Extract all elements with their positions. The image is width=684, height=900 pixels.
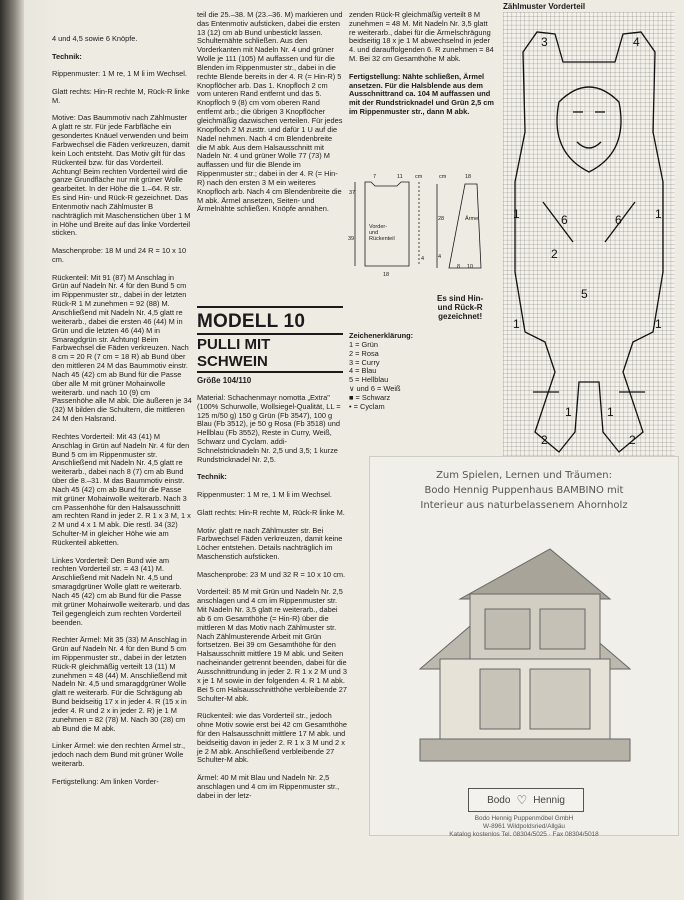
col2b-t9: Ärmel: 40 M mit Blau und Nadeln Nr. 2,5 anschlagen und 4 cm im Rippenmuster str., dabei in der letz- — [197, 773, 340, 800]
chart-num: 1 — [565, 405, 572, 419]
heading-rule-top — [197, 306, 343, 308]
legend-item: • = Cyclam — [349, 401, 385, 411]
col2-t1: teil die 25.–38. M (23.–36. M) markieren und das Entenmotiv aufsticken, dabei die ersten 13 (12) cm ab Bund unbestickt lassen. Schulternähte schließen. Aus den Vorderkanten mit Nadeln Nr. 4 und grüner Wolle je 111 (105) M auffassen und für die Blenden im Rippenmuster str., dabei in die rechte Blende bereits in der 4. R (= Hin-R) 5 Knopflöcher arb. Das 1. Knopfloch 2 cm vom unteren Rand entfernt und das 5. Knopfloch 9 (8) cm vom oberen Rand entfernt arb.; die übrigen 3 Knopflöcher gleichmäßig dazwischen verteilen. Für jedes Knopfloch 2 M zusttr. und dafür 1 U auf die Nadel nehmen. Nach 4 cm Blendenbreite die M abk. Aus dem Halsausschnitt mit Nadeln Nr. 4 und grüner Wolle 77 (73) M auffassen und für die Blende im Rippenmuster str.; dabei in der 4. R (= Hin-R) nach den ersten 3 M ein weiteres Knopfloch arb. Nach 4 cm Blendenbreite die M abk. Ärmel ansetzen, Seiten- und Ärmelnähte schließen. Knöpfe annähen. — [197, 9, 343, 214]
heading-rule-mid — [197, 333, 343, 335]
legend-item: 1 = Grün — [349, 339, 378, 349]
chart-num: 6 — [615, 213, 622, 227]
chart-num: 1 — [655, 317, 662, 331]
ad-address-2: W-8961 Wildpoldsried/Allgäu — [483, 823, 565, 830]
dollhouse-illustration — [400, 539, 650, 771]
heart-icon: ♡ — [516, 793, 528, 807]
col2b-t6: Maschenprobe: 23 M und 32 R = 10 x 10 cm. — [197, 569, 346, 579]
legend-title: Zeichenerklärung: — [349, 331, 414, 340]
legend-item: 2 = Rosa — [349, 348, 379, 358]
sleeve-dim-8: 8 — [457, 264, 461, 270]
chart-num: 4 — [633, 35, 640, 49]
chart-num: 1 — [607, 405, 614, 419]
dim-39: 39 — [348, 236, 355, 242]
legend-item: 5 = Hellblau — [349, 375, 389, 385]
sleeve-dim-4: 4 — [438, 254, 442, 260]
dim-18: 18 — [383, 272, 390, 278]
col2b-t1: Material: Schachenmayr nomotta „Extra" (100% Schurwolle, Wollsiegel-Qualität, LL = 125 m/50 g) 150 g Grün (Fb 3547), 100 g Blau (Fb 3512), je 50 g Rosa (Fb 3518) und Hellblau (Fb 3552), Reste in Curry, Weiß, Schwarz und Cyclam. addi-Schnelstricknadeln Nr. 2,5 und 3,5; 1 kurze Rundstricknadel Nr. 2,5. — [197, 392, 341, 464]
bodo-hennig-logo — [468, 788, 584, 812]
dim-4: 4 — [421, 256, 425, 262]
ad-headline-2: Bodo Hennig Puppenhaus BAMBINO mit — [424, 485, 624, 496]
column-1-text — [52, 26, 192, 787]
column-3-text — [349, 2, 495, 117]
chart-num: 3 — [541, 35, 548, 49]
col1-t8: Rechtes Vorderteil: Mit 43 (41) M Anschlag in Grün auf Nadeln Nr. 4 für den Bund 5 cm im Rippenmuster str. Anschließend mit Nadeln Nr. 4,5 glatt re weiterarb., dabei nach 8 (7) cm ab Bund über die 8.–31. M das Baummotiv einstr. Nach 45 (42) cm ab Bund für die Passe mit grüner Mohairwolle weiterarb. Nach 3 cm Passenhöhe für den Halsausschnitt am rechten Rand in jeder 2. R 1 x 3 M, 1 x 2 M und 4 x 1 M abk. Die restl. 34 (32) Schulter-M in gleicher Höhe wie am Rückenteil abketten. — [52, 431, 191, 547]
col2b-t7: Vorderteil: 85 M mit Grün und Nadeln Nr. 2,5 anschlagen und 4 cm im Rippenmuster str. Mit Nadeln Nr. 3,5 glatt re weiterarb., dabei ab 6 cm Gesamthöhe (= Hin-R) über die mittleren M das Motiv nach Zählmuster str. Nach Zählmusterende Arbeit mit Grün fortsetzen. Bei 39 cm Gesamthöhe für den Halsausschnitt mittlere 19 M abk. und Seiten nacheinander getrennt beenden, dabei für die Ausschnittrundung in jeder 2. R 1 x 2 M und 3 x je 1 M sowie in der folgenden 4. R 1 M abk. Bei 5 cm Halsausschnitthöhe verbleibende 27 Schulter-M abk. — [197, 587, 347, 703]
col2b-t3: Rippenmuster: 1 M re, 1 M li im Wechsel. — [197, 490, 332, 500]
sleeve-dim-10: 10 — [467, 264, 474, 270]
dim-cm: cm — [415, 174, 423, 180]
col1-t7: Rückenteil: Mit 91 (87) M Anschlag in Grün auf Nadeln Nr. 4 für den Bund 5 cm im Rippenmuster str., dabei in der letzten Rück-R 1 M zunehmen = 92 (88) M. Anschließend mit Nadeln Nr. 4,5 glatt re weiterarb., dabei die ersten 46 (44) M in Grün und die letzten 46 (44) M in Smaragdgrün str. Achtung! Beim Farbwechsel die Fäden verkreuzen. Nach 8 cm = 20 R (7 cm = 18 R) ab Bund über den mittleren 24 M das Baummotiv einstr. Nach 45 (42) cm ab Bund für die Passe über alle M mit grüner Mohairwolle weiterarb. und nach 10 (9) cm Passenhöhe alle M abk. Die äußeren je 34 (32) M bilden die Schultern, die mittleren 24 M den Halsrand. — [52, 272, 192, 424]
logo-left: Bodo — [487, 794, 511, 806]
legend-item: ∨ und 6 = Weiß — [349, 384, 401, 394]
sleeve-label: Ärmel — [465, 216, 480, 222]
chart-num: 2 — [629, 433, 636, 447]
rows-note-3: gezeichnet! — [438, 312, 483, 321]
front-label-3: Rückenteil — [369, 236, 395, 242]
chart-num: 2 — [551, 247, 558, 261]
col1-t6: Maschenprobe: 18 M und 24 R = 10 x 10 cm. — [52, 246, 187, 264]
col3-t2: Fertigstellung: Nähte schließen, Ärmel ansetzen. Für die Halsblende aus dem Ausschnittrand ca. 104 M auffassen und mit der Rundstricknadel und Grün 2,5 cm im Rippenmuster str., dann M abk. — [349, 71, 494, 117]
sleeve-outline — [449, 184, 481, 268]
col1-t3: Rippenmuster: 1 M re, 1 M li im Wechsel. — [52, 69, 187, 79]
dollhouse-advertisement — [369, 456, 679, 836]
article-title-line-2: SCHWEIN — [197, 353, 268, 370]
article-title-line-1: PULLI MIT — [197, 336, 271, 353]
chart-title: Zählmuster Vorderteil — [503, 2, 586, 11]
col1-t11: Linker Ärmel: wie den rechten Ärmel str., jedoch nach dem Bund mit grüner Wolle weiterarb. — [52, 741, 186, 769]
size-label: Größe 104/110 — [197, 376, 252, 385]
chart-num: 1 — [513, 207, 520, 221]
legend-item: 4 = Blau — [349, 366, 377, 376]
dim-7: 7 — [373, 174, 377, 180]
col1-t4: Glatt rechts: Hin-R rechte M, Rück-R linke M. — [52, 86, 190, 105]
knitting-chart — [503, 12, 675, 459]
front-label-1: Vorder- — [369, 224, 388, 230]
ad-headline-3: Interieur aus naturbelassenem Ahornholz — [420, 500, 628, 511]
ad-address-1: Bodo Hennig Puppenmöbel GmbH — [474, 815, 574, 822]
page-binding — [0, 0, 24, 900]
col1-t5: Motive: Das Baummotiv nach Zählmuster A glatt re str. Für jede Farbfläche ein gesondertes Knäuel verwenden und beim Farbwechsel die Fäden verkreuzen, damit kein Loch entsteht. Das Motiv gilt für das Rückenteil bzw. für das Vorderteil. Achtung! Beim rechten Vorderteil wird die ganze Grundfläche nur mit grüner Wolle gearbeitet. In der Höhe die 1.–64. R str. Es sind Hin- und Rück-R gezeichnet. Das Entenmotiv nach Zählmuster B nachträglich mit Maschenstichen über 1 M in Höhe und Breite auf das linke Vorderteil sticken. — [52, 113, 191, 238]
symbol-legend — [349, 332, 413, 412]
col2b-t8: Rückenteil: wie das Vorderteil str., jedoch ohne Motiv sowie erst bei 42 cm Gesamthöhe für den Halsausschnitt mittlere 17 M abk. und beidseitig davon in jeder 2. R 1 x 3 M und 2 x je 2 M abk. Anschließend verbleibende 27 Schulter-M abk. — [197, 711, 347, 765]
sleeve-dim-28: 28 — [438, 216, 445, 222]
chart-num: 5 — [581, 287, 588, 301]
col1-t12: Fertigstellung: Am linken Vorder- — [52, 776, 159, 786]
col3-t1: zenden Rück-R gleichmäßig verteilt 8 M zunehmen = 48 M. Mit Nadeln Nr. 3,5 glatt re weiterarb., dabei für die Ärmelschrägung beidseitig 18 x je 1 M abwechselnd in jeder 4. und darauffolgenden 6. R zunehmen = 84 M. Bei 32 cm Gesamthöhe M abk. — [349, 9, 494, 64]
col1-t9: Linkes Vorderteil: Den Bund wie am rechten Vorderteil str. = 43 (41) M. Anschließend mit Nadeln Nr. 4,5 und smaragdgrüner Wolle glatt re weiterarb. Nach 45 (42) cm ab Bund für die Passe mit grüner Mohairwolle weiterarb. und das Teil gegengleich zum rechten Vorderteil beenden. — [52, 555, 190, 627]
col2b-t5: Motiv: glatt re nach Zählmuster str. Bei Farbwechsel Fäden verkreuzen, damit keine Löcher entstehen. Details nachträglich im Maschenstich aufsticken. — [197, 525, 343, 562]
col2b-t2: Technik: — [197, 472, 227, 482]
front-label-2: und — [369, 230, 379, 236]
column-2-material-text — [197, 385, 347, 801]
sleeve-dim-18: 18 — [465, 174, 472, 180]
heading-rule-bottom — [197, 371, 343, 373]
legend-item: 3 = Curry — [349, 357, 380, 367]
col1-t2: Technik: — [52, 51, 82, 61]
chart-num: 1 — [513, 317, 520, 331]
chart-num: 1 — [655, 207, 662, 221]
dim-37: 37 — [349, 190, 356, 196]
legend-item: ■ = Schwarz — [349, 392, 391, 402]
dim-11: 11 — [397, 174, 403, 180]
chart-num: 2 — [541, 433, 548, 447]
rows-note-2: und Rück-R — [437, 303, 483, 312]
rows-note — [437, 294, 483, 321]
col1-t10: Rechter Ärmel: Mit 35 (33) M Anschlag in Grün auf Nadeln Nr. 4 für den Bund 5 cm im Rippenmuster str., dabei in der letzten Rück-R gleichmäßig verteilt 13 (11) M zunehmen = 48 (44) M. Anschließend mit Nadeln Nr. 4,5 und smaragdgrüner Wolle glatt re weiterarb. Für die Schrägung ab Bund beidseitig 17 x in jeder 4. R (15 x in jeder 4. R und 2 x in jeder 2. R) je 1 M zunehmen = 82 (78) M. Nach 30 (28) cm ab Bund die M abk. — [52, 635, 187, 733]
col1-t1: 4 und 4,5 sowie 6 Knöpfe. — [52, 33, 138, 43]
col2b-t4: Glatt rechts: Hin-R rechte M, Rück-R linke M. — [197, 507, 345, 517]
chart-num: 6 — [561, 213, 568, 227]
garment-schematic — [347, 170, 497, 294]
logo-right: Hennig — [533, 794, 565, 806]
ad-address-3: Katalog kostenlos Tel. 08304/5025 · Fax 08304/5018 — [449, 831, 599, 838]
sleeve-dim-cm: cm — [439, 174, 447, 180]
column-2-text — [197, 2, 343, 214]
rows-note-1: Es sind Hin- — [437, 294, 484, 303]
ad-headline-1: Zum Spielen, Lernen und Träumen: — [436, 470, 612, 481]
model-heading: MODELL 10 — [197, 311, 306, 332]
